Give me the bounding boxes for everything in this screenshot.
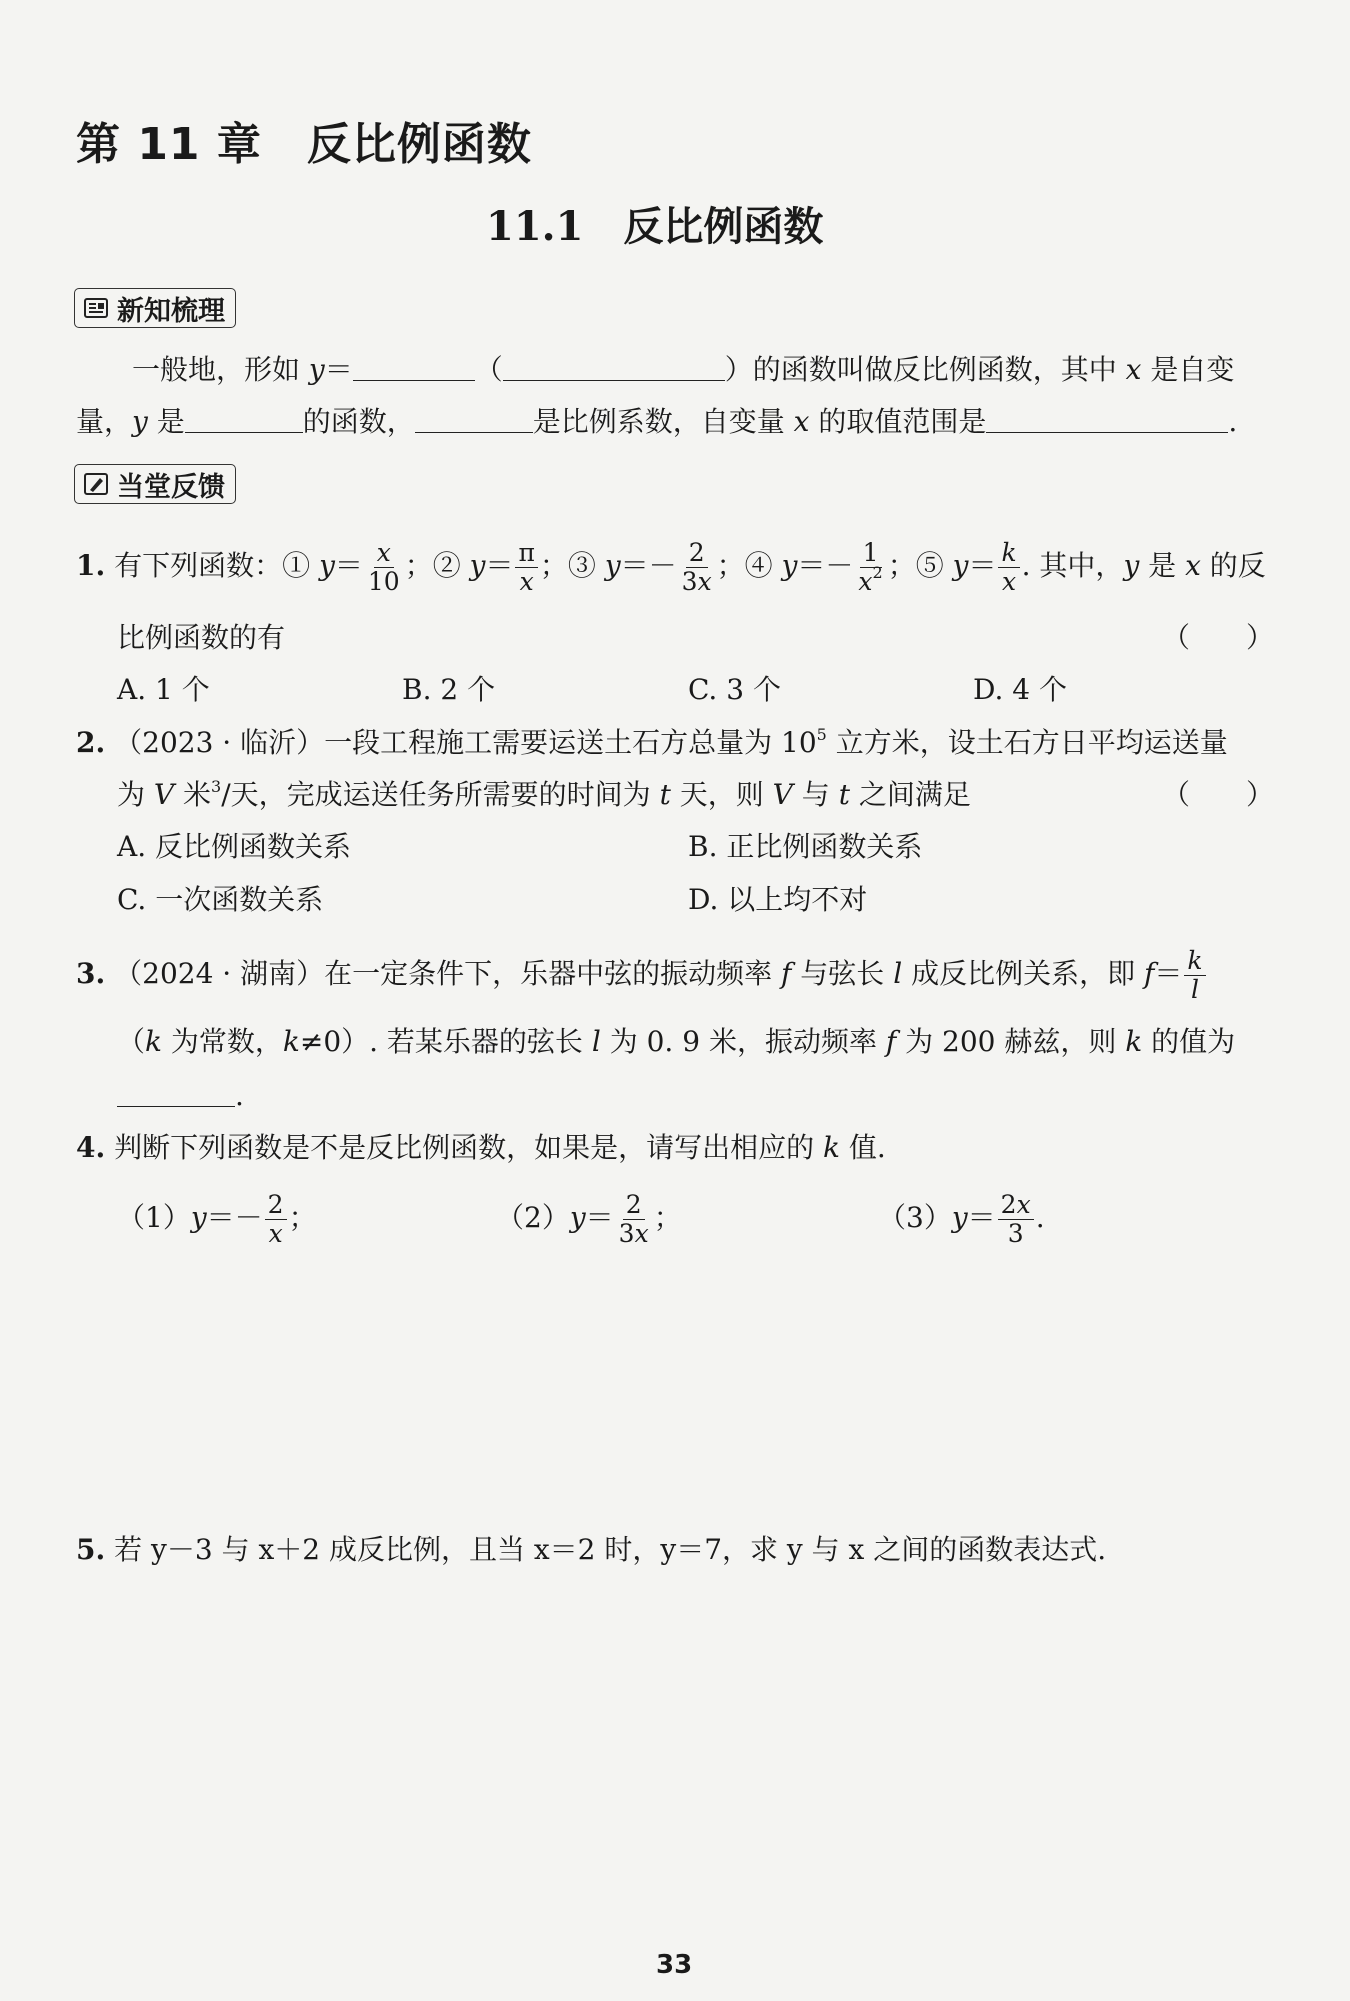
q4-part-1: （1）y＝－ $\frac{2}{x}$ ； — [117, 1190, 317, 1248]
new-knowledge-tag — [74, 288, 236, 328]
q2-option-a[interactable]: A. 反比例函数关系 — [117, 830, 352, 863]
q1-option-d[interactable]: D. 4 个 — [973, 673, 1067, 706]
blank-3[interactable] — [185, 404, 303, 433]
q2-line-1: 2. （2023 · 临沂）一段工程施工需要运送土石方总量为 $10^5$ 立方米，设土石方日平均运送量 — [76, 725, 1228, 759]
q3-line-3: . — [117, 1076, 244, 1116]
feedback-label: 当堂反馈 — [117, 471, 225, 503]
q4-number: 4. — [76, 1131, 106, 1164]
q3-number: 3. — [76, 957, 106, 990]
q2-option-b[interactable]: B. 正比例函数关系 — [688, 830, 923, 863]
blank-5[interactable] — [986, 404, 1228, 433]
q1-option-b[interactable]: B. 2 个 — [402, 673, 496, 706]
q2-line-2: 为 V 米$^3$/天，完成运送任务所需要的时间为 t 天，则 V 与 t 之间满足 — [117, 777, 971, 811]
page-number: 33 — [656, 1950, 693, 1980]
q1-line-2: 比例函数的有 — [117, 621, 286, 654]
feedback-tag — [74, 464, 236, 504]
intro-line-1: 一般地，形如 y＝ （ ）的函数叫做反比例函数，其中 x 是自变 — [132, 353, 1235, 386]
q5-line-1: 5. 若 y－3 与 x＋2 成反比例，且当 x＝2 时，y＝7，求 y 与 x 之间的函数表达式. — [76, 1533, 1107, 1566]
new-knowledge-label: 新知梳理 — [117, 295, 225, 327]
q4-part-3: （3）y＝ $\frac{2x}{3}$ . — [878, 1190, 1045, 1248]
q2-answer-paren[interactable]: （ ） — [1162, 778, 1275, 811]
book-icon — [83, 295, 109, 321]
intro-line-2: 量，y 是 的函数， 是比例系数，自变量 x 的取值范围是 . — [76, 405, 1238, 438]
q3-blank[interactable] — [117, 1078, 235, 1107]
q1-option-c[interactable]: C. 3 个 — [688, 673, 781, 706]
pencil-icon — [83, 471, 109, 497]
q4-line-1: 4. 判断下列函数是不是反比例函数，如果是，请写出相应的 k 值. — [76, 1131, 886, 1164]
blank-2[interactable] — [503, 352, 725, 381]
q2-option-c[interactable]: C. 一次函数关系 — [117, 883, 324, 916]
q1-answer-paren[interactable]: （ ） — [1162, 621, 1275, 654]
q1-option-a[interactable]: A. 1 个 — [117, 673, 210, 706]
section-title: 11.1 反比例函数 — [486, 203, 824, 250]
q3-line-1: 3. （2024 · 湖南）在一定条件下，乐器中弦的振动频率 f 与弦长 l 成反比例关系，即 f＝ $\frac{k}{l}$ — [76, 944, 1208, 1004]
chapter-title: 第 11 章 反比例函数 — [76, 119, 532, 170]
q1-number: 1. — [76, 549, 106, 582]
q3-line-2: （k 为常数，k≠0）. 若某乐器的弦长 l 为 0. 9 米，振动频率 f 为 200 赫兹，则 k 的值为 — [117, 1025, 1236, 1058]
blank-1[interactable] — [353, 352, 475, 381]
blank-4[interactable] — [415, 404, 533, 433]
q1-line-1: 1. 有下列函数：① y＝ $\frac{x}{10}$ ；② y＝ $\frac{\pi}{x}$ ；③ y＝－ $\frac{2}{3x}$ ；④ y＝－ $\frac{1}{x^2}$ ；⑤ y＝ $\frac{k}{x}$ . 其中，y 是 x 的反 — [76, 538, 1266, 596]
q2-option-d[interactable]: D. 以上均不对 — [688, 883, 868, 916]
q5-number: 5. — [76, 1533, 106, 1566]
q4-part-2: （2）y＝ $\frac{2}{3x}$ ； — [496, 1190, 682, 1248]
q2-number: 2. — [76, 726, 106, 759]
